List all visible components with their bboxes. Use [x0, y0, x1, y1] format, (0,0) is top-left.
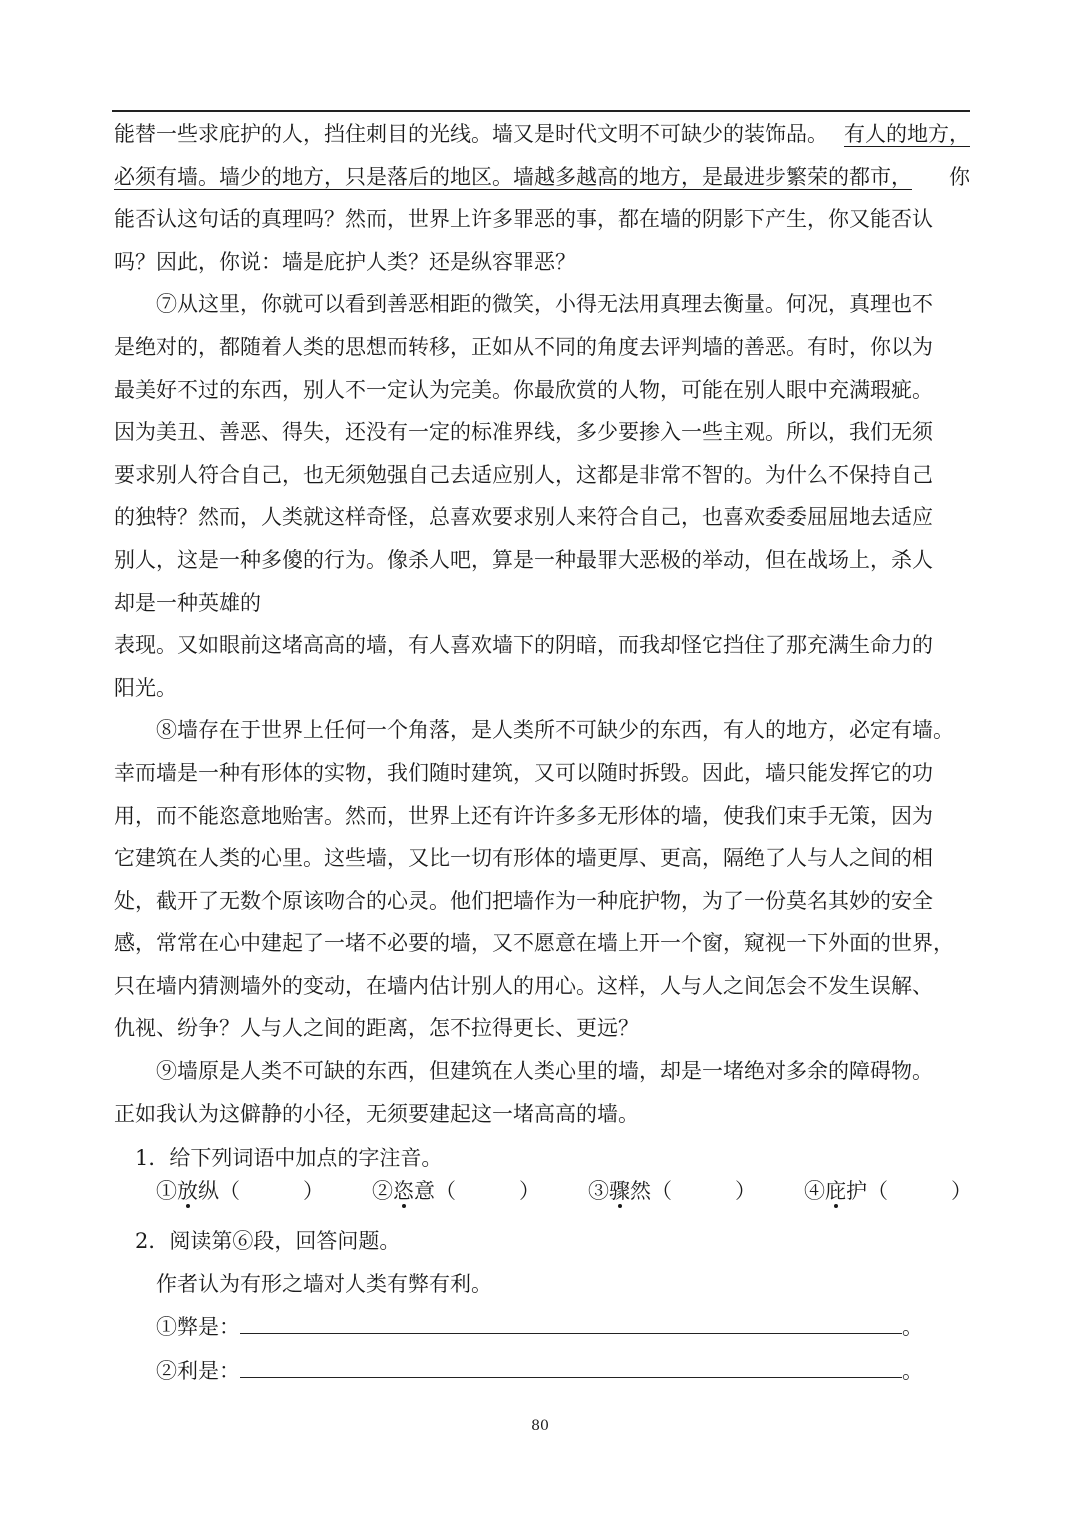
question-2-stem: 2．阅读第⑥段，回答问题。 [135, 1229, 401, 1253]
paragraph-7-line: 最美好不过的东西，别人不一定认为完美。你最欣赏的人物，可能在别人眼中充满瑕疵。 [114, 377, 933, 402]
passage-line: 能替一些求庇护的人，挡住刺目的光线。墙又是时代文明不可缺少的装饰品。 有人的地方， [114, 113, 970, 156]
dotted-char: 恣 [393, 1179, 414, 1203]
paragraph-7-line: 却是一种英雄的 [114, 590, 261, 615]
paragraph-8-line: 仇视、纷争？人与人之间的距离，怎不拉得更长、更远？ [114, 1016, 639, 1041]
question-1-stem: 1．给下列词语中加点的字注音。 [135, 1146, 443, 1170]
underlined-sentence: 必须有墙。墙少的地方，只是落后的地区。墙越多越高的地方，是最进步繁荣的都市， [114, 164, 912, 189]
paragraph-8-line: 它建筑在人类的心里。这些墙，又比一切有形体的墙更厚、更高，隔绝了人与人之间的相 [114, 846, 933, 871]
paragraph-8-line: 用，而不能恣意地贻害。然而，世界上还有许许多多无形体的墙，使我们束手无策，因为 [114, 803, 933, 828]
answer-line-disadvantage: ①弊是： 。 [156, 1315, 923, 1339]
paragraph-7-line: 要求别人符合自己，也无须勉强自己去适应别人，这都是非常不智的。为什么不保持自己 [114, 462, 933, 487]
paragraph-8-line: 处，截开了无数个原该吻合的心灵。他们把墙作为一种庇护物，为了一份莫名其妙的安全 [114, 888, 933, 913]
answer-blank[interactable] [240, 1313, 902, 1334]
paragraph-8-line: ⑧墙存在于世界上任何一个角落，是人类所不可缺少的东西，有人的地方，必定有墙。 [156, 718, 954, 743]
underlined-sentence: 有人的地方， [844, 122, 970, 146]
paragraph-7-line: 表现。又如眼前这堵高高的墙，有人喜欢墙下的阴暗，而我却怪它挡住了那充满生命力的 [114, 633, 933, 658]
paragraph-7-line: 别人，这是一种多傻的行为。像杀人吧，算是一种最罪大恶极的举动，但在战场上，杀人 [114, 547, 933, 572]
q1-option-4: ④庇护（ ） [804, 1179, 972, 1203]
paragraph-7-line: ⑦从这里，你就可以看到善恶相距的微笑，小得无法用真理去衡量。何况，真理也不 [156, 292, 933, 317]
page-number: 80 [531, 1418, 549, 1434]
answer-parens[interactable]: （ ） [219, 1179, 324, 1203]
paragraph-7-line: 阳光。 [114, 675, 177, 700]
dotted-char: 放 [177, 1179, 198, 1203]
paragraph-9-line: ⑨墙原是人类不可缺的东西，但建筑在人类心里的墙，却是一堵绝对多余的障碍物。 [156, 1059, 933, 1084]
q1-option-3: ③骤然（ ） [588, 1179, 756, 1203]
dotted-char: 骤 [609, 1179, 630, 1203]
paragraph-9-line: 正如我认为这僻静的小径，无须要建起这一堵高高的墙。 [114, 1101, 639, 1126]
paragraph-8-line: 幸而墙是一种有形体的实物，我们随时建筑，又可以随时拆毁。因此，墙只能发挥它的功 [114, 760, 933, 785]
dotted-char: 庇 [825, 1179, 846, 1203]
header-rule [112, 110, 970, 112]
answer-parens[interactable]: （ ） [435, 1179, 540, 1203]
paragraph-7-line: 的独特？然而，人类就这样奇怪，总喜欢要求别人来符合自己，也喜欢委委屈屈地去适应 [114, 505, 933, 530]
answer-blank[interactable] [240, 1357, 902, 1378]
passage [114, 113, 970, 1135]
paragraph-7-line: 因为美丑、善恶、得失，还没有一定的标准界线，多少要掺入一些主观。所以，我们无须 [114, 420, 933, 445]
q1-option-1: ①放纵（ ） [156, 1179, 324, 1203]
paragraph-8-line: 感，常常在心中建起了一堵不必要的墙，又不愿意在墙上开一个窗，窥视一下外面的世界， [114, 931, 954, 956]
passage-line: 能否认这句话的真理吗？然而，世界上许多罪恶的事，都在墙的阴影下产生，你又能否认 [114, 207, 933, 232]
paragraph-7-line: 是绝对的，都随着人类的思想而转移，正如从不同的角度去评判墙的善恶。有时，你以为 [114, 334, 933, 359]
passage-line: 必须有墙。墙少的地方，只是落后的地区。墙越多越高的地方，是最进步繁荣的都市， 你 [114, 156, 970, 199]
q1-option-2: ②恣意（ ） [372, 1179, 540, 1203]
paragraph-8-line: 只在墙内猜测墙外的变动，在墙内估计别人的用心。这样，人与人之间怎会不发生误解、 [114, 973, 933, 998]
answer-parens[interactable]: （ ） [651, 1179, 756, 1203]
question-2-prompt: 作者认为有形之墙对人类有弊有利。 [156, 1272, 492, 1296]
answer-line-advantage: ②利是： 。 [156, 1359, 923, 1383]
answer-parens[interactable]: （ ） [867, 1179, 972, 1203]
passage-line: 吗？因此，你说：墙是庇护人类？还是纵容罪恶？ [114, 249, 576, 274]
